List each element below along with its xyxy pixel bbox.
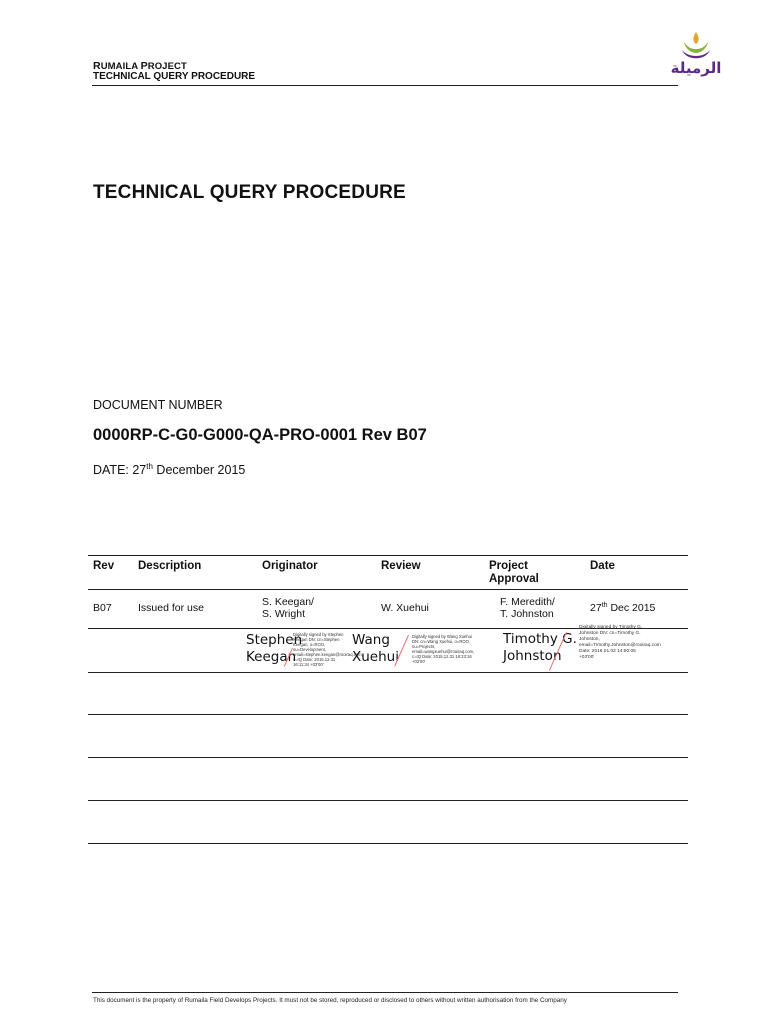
header-divider [92, 85, 678, 86]
signature-johnston-name: Timothy G. Johnston [503, 631, 577, 664]
footer-notice: This document is the property of Rumaila Field Develops Projects. It must not be stored, reproduced or disclosed to others without written authorisation from the Company [93, 997, 567, 1004]
column-header-project-approval: Project Approval [489, 560, 539, 585]
rumaila-logo [666, 28, 726, 82]
table-top-rule [88, 555, 688, 556]
table-row-rule [88, 672, 688, 673]
row-rev: B07 [93, 602, 112, 614]
table-row-rule [88, 714, 688, 715]
signature-xuehui-name: Wang Xuehui [352, 632, 399, 665]
table-row-rule [88, 757, 688, 758]
table-header-rule [88, 589, 688, 590]
signature-keegan-details: Digitally signed by Stephen Keegan DN: cn=Stephen Keegan, o=ROO, ou=Development, email=stephen.keegan@rooiraq.com, c=IQ Date: 2015.12.31 16:11:34 +03'00' [293, 632, 363, 667]
document-date: DATE: 27th December 2015 [93, 462, 246, 477]
table-bottom-rule [88, 843, 688, 844]
column-header-description: Description [138, 560, 202, 572]
logo-arabic-text: الرميلة [670, 59, 722, 77]
table-row-rule [88, 800, 688, 801]
header-document-title: TECHNICAL QUERY PROCEDURE [93, 71, 256, 82]
header-project-name: RUMAILA PROJECT [93, 60, 187, 72]
column-header-review: Review [381, 560, 421, 572]
document-number-label: DOCUMENT NUMBER [93, 398, 223, 412]
signature-keegan-name: Stephen Keegan [246, 632, 303, 665]
document-number: 0000RP-C-G0-G000-QA-PRO-0001 Rev B07 [93, 426, 427, 444]
column-header-originator: Originator [262, 560, 318, 572]
row-description: Issued for use [138, 602, 204, 614]
signature-johnston-details: Digitally signed by Timothy G. Johnston DN: cn=Timothy G. Johnston, email=Timothy.Johnston@rooiraq.com Date: 2016.01.02 14:50:05 +03'00' [579, 625, 661, 660]
column-header-rev: Rev [93, 560, 115, 572]
row-approval: F. Meredith/ T. Johnston [500, 596, 555, 620]
row-review: W. Xuehui [381, 602, 429, 614]
document-title: TECHNICAL QUERY PROCEDURE [93, 182, 406, 203]
flame-shape [693, 32, 698, 44]
signature-xuehui-details: Digitally signed by Wang Xuehui DN: cn=Wang Xuehui, o=ROO, ou=Projects, email=wangxuehui@rooiraq.com, c=IQ Date: 2015.12.31 16:23:16 +03'00' [412, 634, 475, 664]
row-originator: S. Keegan/ S. Wright [262, 596, 314, 620]
column-header-date: Date [590, 560, 615, 572]
footer-divider [92, 992, 678, 993]
row-date: 27th Dec 2015 [590, 602, 656, 614]
